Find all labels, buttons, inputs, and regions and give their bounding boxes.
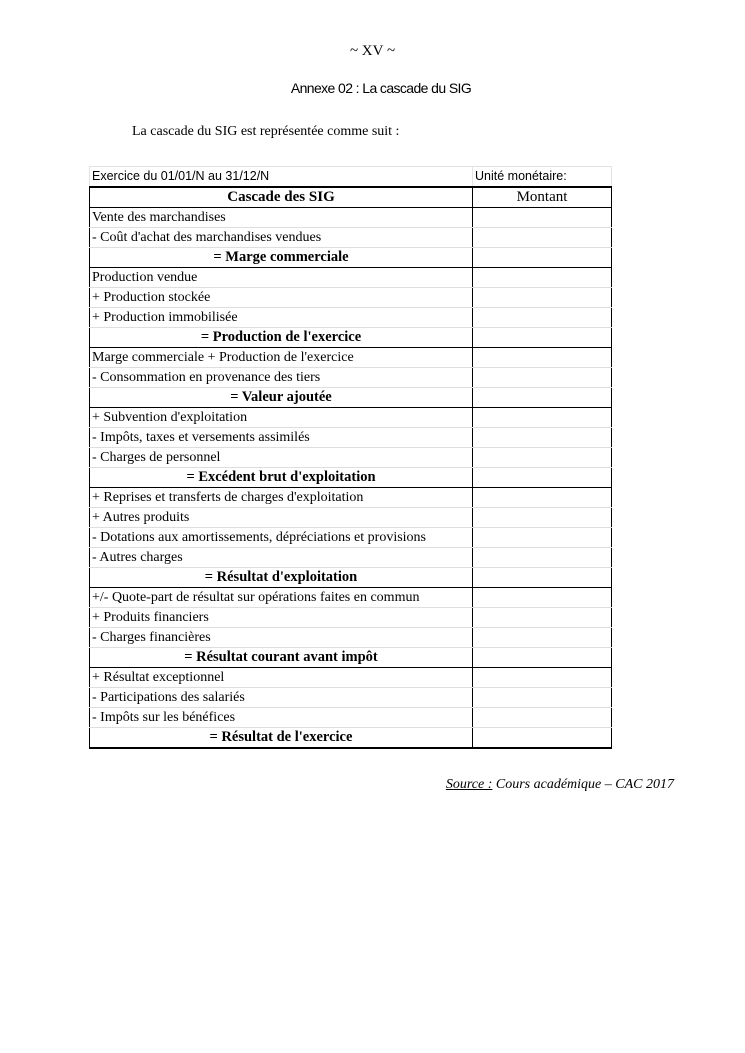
amount-cell (473, 528, 612, 548)
table-row (90, 588, 612, 608)
amount-cell (473, 668, 612, 688)
unit-label: Unité monétaire: (473, 167, 612, 188)
row-label: - Impôts sur les bénéfices (90, 708, 473, 728)
row-label: - Coût d'achat des marchandises vendues (90, 228, 473, 248)
amount-cell (473, 428, 612, 448)
table-row (90, 508, 612, 528)
row-label: - Dotations aux amortissements, dépréciations et provisions (90, 528, 473, 548)
total-label: = Excédent brut d'exploitation (90, 468, 473, 488)
row-label: Marge commerciale + Production de l'exercice (90, 348, 473, 368)
table-row (90, 208, 612, 228)
total-label: = Résultat de l'exercice (90, 728, 473, 749)
row-label: + Produits financiers (90, 608, 473, 628)
amount-cell (473, 568, 612, 588)
row-label: + Subvention d'exploitation (90, 408, 473, 428)
column-title-cascade: Cascade des SIG (90, 187, 473, 208)
row-label: - Autres charges (90, 548, 473, 568)
amount-cell (473, 208, 612, 228)
table-row (90, 228, 612, 248)
table-row (90, 688, 612, 708)
row-label: - Consommation en provenance des tiers (90, 368, 473, 388)
total-label: = Résultat courant avant impôt (90, 648, 473, 668)
table-row (90, 268, 612, 288)
amount-cell (473, 248, 612, 268)
period-label: Exercice du 01/01/N au 31/12/N (90, 167, 473, 188)
total-label: = Valeur ajoutée (90, 388, 473, 408)
sig-cascade-table (89, 166, 612, 749)
amount-cell (473, 348, 612, 368)
amount-cell (473, 628, 612, 648)
page-number: ~ XV ~ (349, 43, 396, 59)
row-label: + Production immobilisée (90, 308, 473, 328)
source-text: Cours académique – CAC 2017 (492, 777, 674, 792)
total-row (90, 568, 612, 588)
total-row (90, 248, 612, 268)
row-label: - Impôts, taxes et versements assimilés (90, 428, 473, 448)
row-label: - Participations des salariés (90, 688, 473, 708)
amount-cell (473, 548, 612, 568)
table-row (90, 668, 612, 688)
table-row (90, 528, 612, 548)
amount-cell (473, 488, 612, 508)
amount-cell (473, 448, 612, 468)
row-label: Vente des marchandises (90, 208, 473, 228)
source-label: Source : (445, 777, 493, 792)
amount-cell (473, 688, 612, 708)
amount-cell (473, 648, 612, 668)
total-row (90, 328, 612, 348)
amount-cell (473, 288, 612, 308)
total-label: = Marge commerciale (90, 248, 473, 268)
intro-text: La cascade du SIG est représentée comme suit : (132, 124, 400, 139)
amount-cell (473, 408, 612, 428)
total-row (90, 648, 612, 668)
amount-cell (473, 728, 612, 749)
table-row (90, 628, 612, 648)
total-label: = Résultat d'exploitation (90, 568, 473, 588)
total-row (90, 468, 612, 488)
table-row (90, 368, 612, 388)
table-row (90, 288, 612, 308)
table-row (90, 708, 612, 728)
table-row (90, 448, 612, 468)
amount-cell (473, 308, 612, 328)
row-label: + Autres produits (90, 508, 473, 528)
row-label: + Reprises et transferts de charges d'exploitation (90, 488, 473, 508)
table-column-titles (90, 187, 612, 208)
row-label: Production vendue (90, 268, 473, 288)
table-row (90, 488, 612, 508)
table-row (90, 308, 612, 328)
row-label: + Production stockée (90, 288, 473, 308)
row-label: - Charges financières (90, 628, 473, 648)
table-row (90, 408, 612, 428)
total-row (90, 728, 612, 749)
table-row (90, 428, 612, 448)
annex-title: Annexe 02 : La cascade du SIG (290, 80, 472, 96)
amount-cell (473, 508, 612, 528)
amount-cell (473, 368, 612, 388)
row-label: +/- Quote-part de résultat sur opérations faites en commun (90, 588, 473, 608)
amount-cell (473, 708, 612, 728)
table-row (90, 348, 612, 368)
total-label: = Production de l'exercice (90, 328, 473, 348)
row-label: + Résultat exceptionnel (90, 668, 473, 688)
column-title-amount: Montant (473, 187, 612, 208)
amount-cell (473, 268, 612, 288)
total-row (90, 388, 612, 408)
amount-cell (473, 328, 612, 348)
amount-cell (473, 388, 612, 408)
amount-cell (473, 228, 612, 248)
table-row (90, 548, 612, 568)
source-note (446, 777, 674, 793)
table-header-meta (90, 167, 612, 188)
row-label: - Charges de personnel (90, 448, 473, 468)
amount-cell (473, 588, 612, 608)
table-row (90, 608, 612, 628)
amount-cell (473, 468, 612, 488)
amount-cell (473, 608, 612, 628)
